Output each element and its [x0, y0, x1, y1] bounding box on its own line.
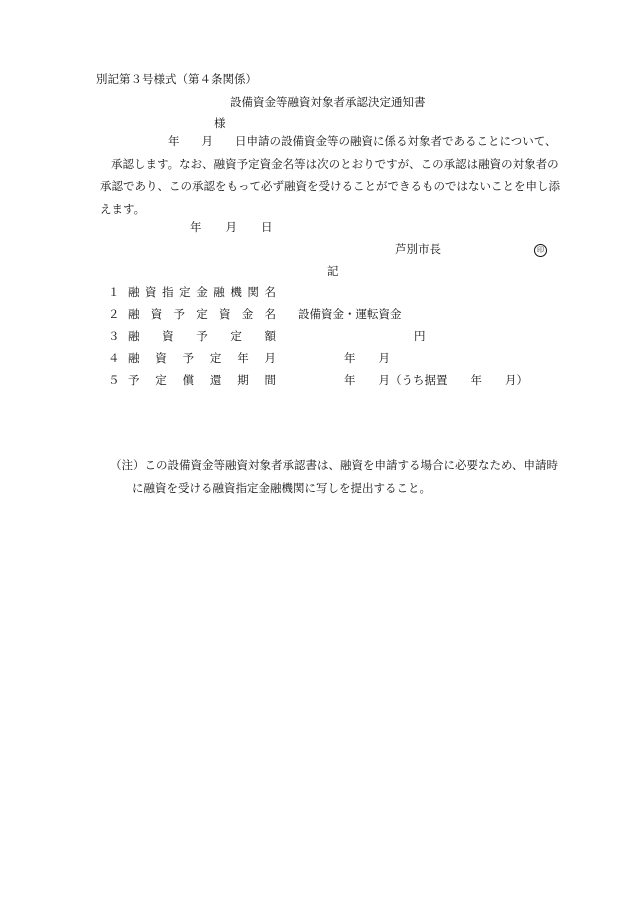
body-paragraph — [100, 130, 570, 220]
item-label: 予定償還期間 — [128, 373, 276, 387]
date-day: 日 — [261, 220, 273, 234]
item-value: 年 月（うち据置 年 月） — [344, 373, 528, 387]
date-month: 月 — [225, 220, 237, 234]
seal-mark — [534, 241, 547, 257]
body-first-line-text: 日申請の設備資金等の融資に係る対象者であることについて、 — [235, 134, 557, 148]
date-year: 年 — [190, 220, 202, 234]
body-month: 月 — [201, 134, 213, 148]
item-label: 融資予定年月 — [128, 351, 276, 365]
note-line-2: に融資を受ける融資指定金融機関に写しを提出すること。 — [132, 480, 431, 495]
ki-heading: 記 — [327, 264, 339, 278]
document-title: 設備資金等融資対象者承認決定通知書 — [230, 95, 426, 109]
item-value: 年 月 — [344, 351, 390, 365]
item-value: 円 — [414, 329, 426, 343]
issuer-name: 芦別市長 — [395, 242, 441, 256]
addressee-suffix: 様 — [214, 116, 226, 130]
date-line — [190, 219, 273, 235]
item-number: ３ — [108, 329, 120, 343]
item-number: ５ — [108, 373, 120, 387]
item-label: 融資予定額 — [128, 329, 276, 343]
item-label: 融資予定資金名 — [128, 307, 276, 321]
item-value: 設備資金・運転資金 — [298, 307, 402, 321]
item-number: ４ — [108, 351, 120, 365]
seal-icon: 印 — [534, 244, 547, 257]
form-reference: 別記第３号様式（第４条関係） — [96, 72, 257, 86]
note-block — [110, 454, 585, 499]
body-year: 年 — [168, 134, 180, 148]
item-number: ２ — [108, 307, 120, 321]
body-continuation: 承認します。なお、融資予定資金名等は次のとおりですが、この承認は融資の対象者の承認であり、この承認をもって必ず融資を受けることができるものではないことを申し添えます。 — [100, 156, 560, 216]
item-label: 融資指定金融機関名 — [128, 285, 276, 299]
body-first-line — [100, 130, 570, 153]
note-line-1: （注）この設備資金等融資対象者承認書は、融資を申請する場合に必要なため、申請時 — [110, 458, 559, 472]
item-number: １ — [108, 285, 120, 299]
